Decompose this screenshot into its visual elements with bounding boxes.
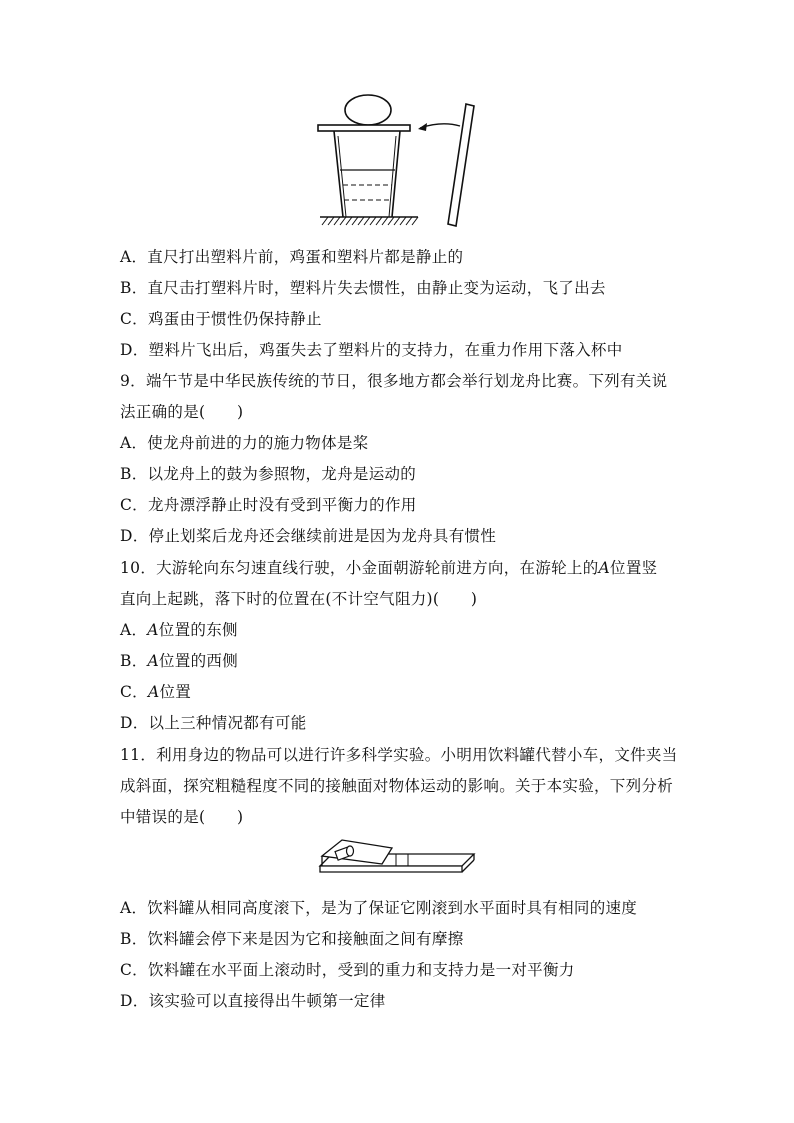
q8-option-b — [120, 278, 606, 298]
position-variable: A — [147, 652, 159, 670]
option-letter: C． — [120, 961, 148, 979]
q8-option-a — [120, 247, 463, 267]
q11-option-c — [120, 960, 575, 980]
option-letter: C． — [120, 683, 148, 701]
can-ramp-figure — [312, 834, 480, 882]
q10-stem-line2: 直向上起跳，落下时的位置在(不计空气阻力)( ) — [120, 590, 478, 608]
q11-stem-line3: 中错误的是( ) — [120, 808, 244, 826]
cup — [334, 131, 400, 217]
option-text: 鸡蛋由于惯性仍保持静止 — [147, 310, 322, 328]
option-letter: B． — [120, 465, 148, 483]
stem-text: 位置竖 — [610, 559, 658, 577]
option-letter: C． — [120, 496, 148, 514]
option-text: 位置的东侧 — [158, 621, 238, 639]
option-letter: A． — [120, 248, 148, 266]
option-letter: D． — [120, 341, 149, 359]
q9-stem-line1: 9．端午节是中华民族传统的节日，很多地方都会举行划龙舟比赛。下列有关说 — [120, 372, 668, 390]
q8-option-c — [120, 309, 322, 329]
egg — [345, 95, 391, 125]
q9-option-c — [120, 495, 417, 515]
q10-stem-line1 — [120, 558, 657, 578]
egg-cup-ruler-figure — [310, 92, 490, 232]
position-variable: A — [598, 559, 611, 577]
stem-text: 10．大游轮向东匀速直线行驶，小金面朝游轮前进方向，在游轮上的 — [120, 559, 599, 577]
q9-stem-line2: 法正确的是( ) — [120, 403, 244, 421]
q8-option-d — [120, 340, 623, 360]
q11-option-a — [120, 898, 637, 918]
option-letter: B． — [120, 930, 148, 948]
q10-option-a — [120, 620, 238, 640]
option-text: 饮料罐在水平面上滚动时，受到的重力和支持力是一对平衡力 — [147, 961, 575, 979]
q9-option-b — [120, 464, 416, 484]
q11-stem-line1: 11．利用身边的物品可以进行许多科学实验。小明用饮料罐代替小车，文件夹当 — [120, 746, 678, 764]
option-letter: D． — [120, 714, 149, 732]
option-text: 以龙舟上的鼓为参照物，龙舟是运动的 — [147, 465, 417, 483]
q10-option-b — [120, 651, 238, 671]
option-text: 龙舟漂浮静止时没有受到平衡力的作用 — [147, 496, 417, 514]
option-letter: D． — [120, 527, 149, 545]
option-letter: B． — [120, 652, 148, 670]
option-text: 直尺击打塑料片时，塑料片失去惯性，由静止变为运动，飞了出去 — [147, 279, 606, 297]
q11-stem-line2: 成斜面，探究粗糙程度不同的接触面对物体运动的影响。关于本实验，下列分析 — [120, 777, 674, 795]
ground — [320, 217, 418, 225]
option-text: 位置 — [159, 683, 192, 701]
q9-option-a — [120, 433, 369, 453]
option-text: 该实验可以直接得出牛顿第一定律 — [148, 992, 386, 1010]
option-text: 以上三种情况都有可能 — [148, 714, 307, 732]
position-variable: A — [147, 621, 159, 639]
q9-option-d — [120, 526, 496, 546]
option-text: 停止划桨后龙舟还会继续前进是因为龙舟具有惯性 — [148, 527, 497, 545]
option-text: 饮料罐会停下来是因为它和接触面之间有摩擦 — [147, 930, 464, 948]
option-letter: D． — [120, 992, 149, 1010]
option-letter: A． — [120, 434, 148, 452]
q11-option-b — [120, 929, 464, 949]
plastic-card — [318, 125, 410, 131]
option-text: 直尺打出塑料片前，鸡蛋和塑料片都是静止的 — [147, 248, 464, 266]
option-text: 饮料罐从相同高度滚下，是为了保证它刚滚到水平面时具有相同的速度 — [147, 899, 638, 917]
option-letter: C． — [120, 310, 148, 328]
option-letter: A． — [120, 899, 148, 917]
q10-option-d — [120, 713, 307, 733]
ruler — [448, 104, 474, 226]
position-variable: A — [147, 683, 160, 701]
q11-option-d — [120, 991, 386, 1011]
option-letter: A． — [120, 621, 148, 639]
q10-option-c — [120, 682, 191, 702]
option-text: 位置的西侧 — [159, 652, 239, 670]
option-letter: B． — [120, 279, 148, 297]
option-text: 塑料片飞出后，鸡蛋失去了塑料片的支持力，在重力作用下落入杯中 — [148, 341, 623, 359]
option-text: 使龙舟前进的力的施力物体是桨 — [147, 434, 369, 452]
